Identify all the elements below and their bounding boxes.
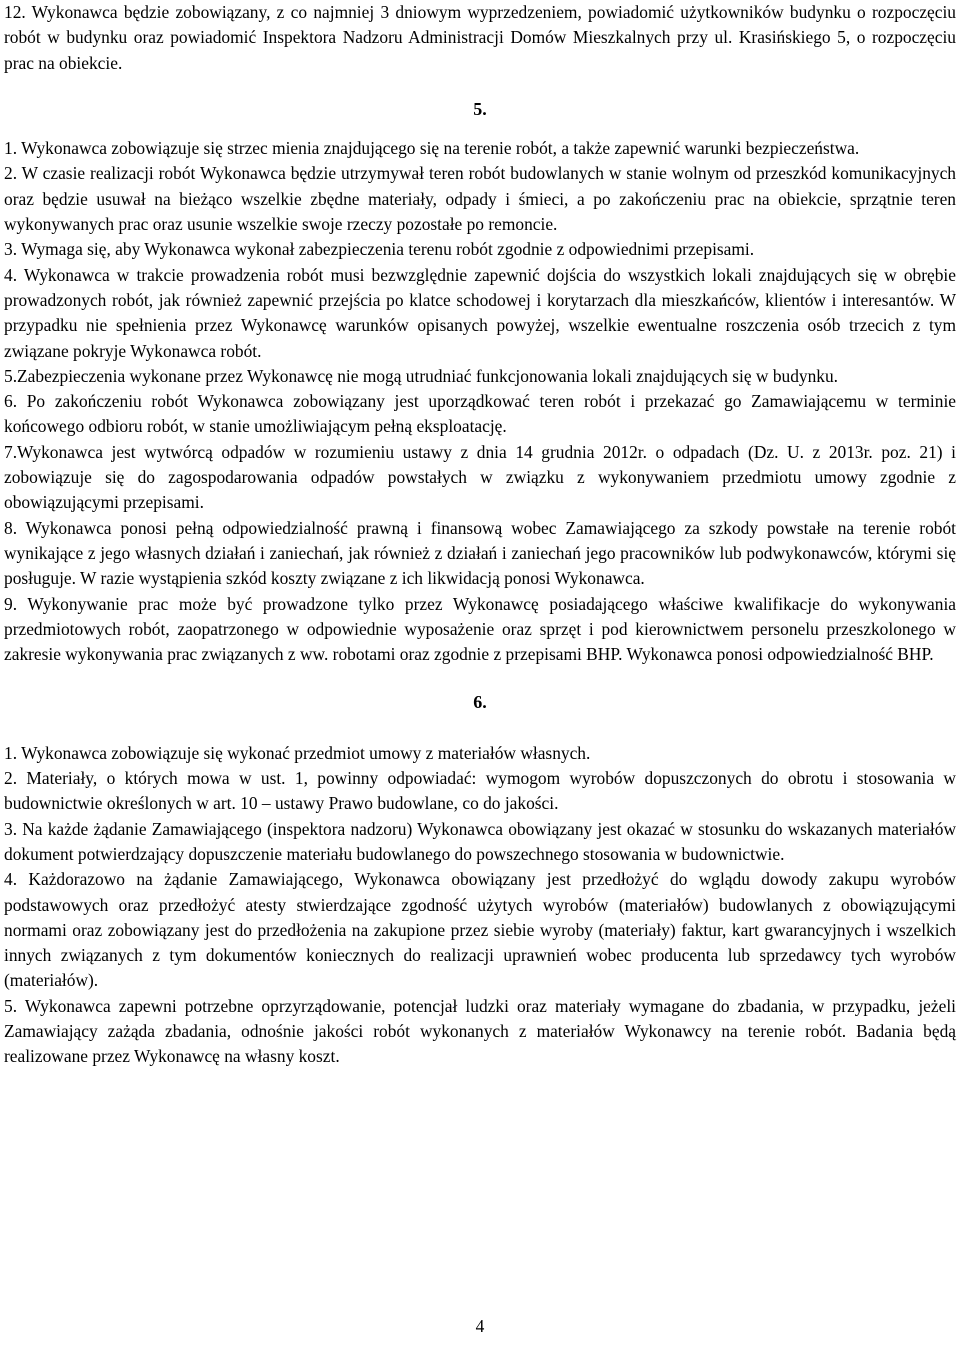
section-6-item-1: 1. Wykonawca zobowiązuje się wykonać przedmiot umowy z materiałów własnych. [4,742,591,763]
section-6-item-2: 2. Materiały, o których mowa w ust. 1, powinny odpowiadać: wymogom wyrobów dopuszczonych do obrotu i stosowania w budownictwie określonych w art. 10 – ustawy Prawo budowlane, co do jakości. [4,768,956,814]
section-5-item-9: 9. Wykonywanie prac może być prowadzone tylko przez Wykonawcę posiadającego właściwe kwalifikacje do wykonywania przedmiotowych robót, zaopatrzonego w odpowiednie wyposażenie oraz sprzęt i pod kierownictwem personelu przeszkolonego w zakresie wykonywania prac związanych z ww. robotami oraz zgodnie z przepisami BHP. Wykonawca ponosi odpowiedzialność BHP. [4,593,956,665]
section-heading-5: 5. [473,98,487,119]
section-6-item-3: 3. Na każde żądanie Zamawiającego (inspektora nadzoru) Wykonawca obowiązany jest okazać w stosunku do wskazanych materiałów dokument potwierdzający dopuszczenie materiału budowlanego do powszechnego stosowania w budownictwie. [4,818,956,864]
section-5-item-3: 3. Wymaga się, aby Wykonawca wykonał zabezpieczenia terenu robót zgodnie z odpowiednimi przepisami. [4,239,755,260]
section-5-item-7: 7.Wykonawca jest wytwórcą odpadów w rozumieniu ustawy z dnia 14 grudnia 2012r. o odpadach (Dz. U. z 2013r. poz. 21) i zobowiązuje się do zagospodarowania odpadów powstałych w związku z wykonywaniem przedmiotu umowy zgodnie z obowiązującymi przepisami. [4,441,956,513]
section-5-item-5: 5.Zabezpieczenia wykonane przez Wykonawcę nie mogą utrudniać funkcjonowania lokali znajdujących się w budynku. [4,365,839,386]
section-6-item-4: 4. Każdorazowo na żądanie Zamawiającego, Wykonawca obowiązany jest przedłożyć do wglądu dowody zakupu wyrobów podstawowych oraz przedłożyć atesty stwierdzające zgodność użytych wyrobów (materiałów) budowlanych z obowiązującymi normami oraz zobowiązany jest do przedłożenia na zakupione przez siebie wyroby (materiały) faktur, kart gwarancyjnych i wszelkich innych związanych z tym dokumentów koniecznych do realizacji uprawnień wobec producenta lub sprzedawcy tych wyrobów (materiałów). [4,869,956,991]
section-6-item-5: 5. Wykonawca zapewni potrzebne oprzyrządowanie, potencjał ludzki oraz materiały wymagane do zbadania, w przypadku, jeżeli Zamawiający zażąda zbadania, odnośnie jakości robót wykonanych z materiałów Wykonawcy na terenie robót. Badania będą realizowane przez Wykonawcę na własny koszt. [4,995,956,1067]
page-number: 4 [475,1316,485,1336]
section-5-item-8: 8. Wykonawca ponosi pełną odpowiedzialność prawną i finansową wobec Zamawiającego za szkody powstałe na terenie robót wynikające z jego własnych działań i zaniechań, jak również z działań i zaniechań jego pracowników lub podwykonawców, którymi się posługuje. W razie wystąpienia szkód koszty związane z ich likwidacją ponosi Wykonawca. [4,517,956,589]
paragraph-12: 12. Wykonawca będzie zobowiązany, z co najmniej 3 dniowym wyprzedzeniem, powiadomić użytkowników budynku o rozpoczęciu robót w budynku oraz powiadomić Inspektora Nadzoru Administracji Domów Mieszkalnych przy ul. Krasińskiego 5, o rozpoczęciu prac na obiekcie. [4,2,956,73]
section-5-list [4,136,956,667]
section-5-item-1: 1. Wykonawca zobowiązuje się strzec mienia znajdującego się na terenie robót, a także zapewnić warunki bezpieczeństwa. [4,138,860,159]
section-5-item-4: 4. Wykonawca w trakcie prowadzenia robót musi bezwzględnie zapewnić dojścia do wszystkich lokali znajdujących się w obrębie prowadzonych robót, jak również zapewnić przejścia po klatce schodowej i korytarzach dla mieszkańców, klientów i interesantów. W przypadku nie spełnienia przez Wykonawcę warunków opisanych powyżej, wszelkie ewentualne roszczenia osób trzecich z tym związane pokryje Wykonawca robót. [4,264,956,361]
section-heading-6: 6. [473,692,487,713]
section-5-item-6: 6. Po zakończeniu robót Wykonawca zobowiązany jest uporządkować teren robót i przekazać go Zamawiającemu w terminie końcowego odbioru robót, w stanie umożliwiającym pełną eksploatację. [4,391,956,437]
section-6-list [4,741,956,1070]
section-5-item-2: 2. W czasie realizacji robót Wykonawca będzie utrzymywał teren robót budowlanych w stanie wolnym od przeszkód komunikacyjnych oraz będzie usuwał na bieżąco wszelkie zbędne materiały, odpady i śmieci, a po zakończeniu prac na obiekcie, sprzątnie teren wykonywanych prac oraz usunie wszelkie swoje rzeczy pozostałe po remoncie. [4,163,956,235]
